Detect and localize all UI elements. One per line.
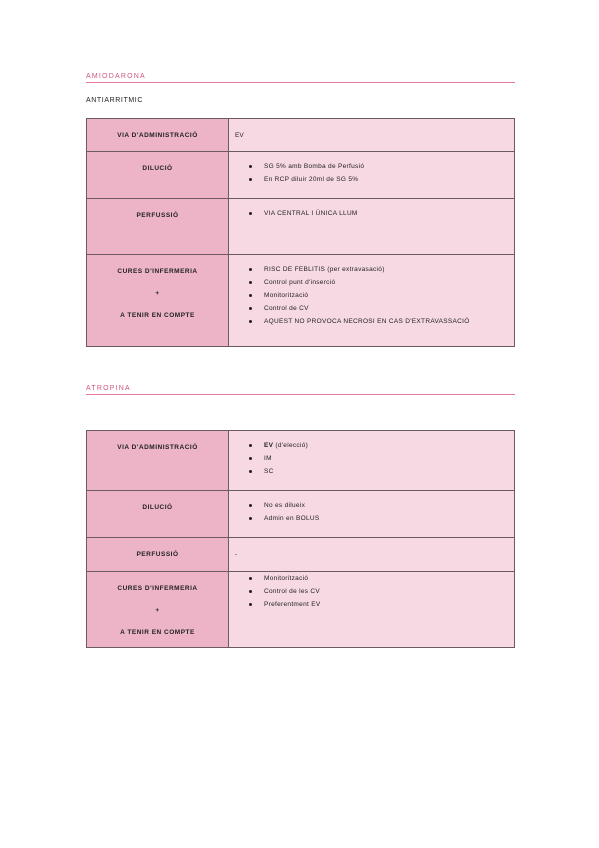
list-item: En RCP diluir 20ml de SG 5% [249, 173, 508, 186]
cures-label-line3: A TENIR EN COMPTE [120, 312, 195, 319]
list-item: Control punt d'inserció [249, 276, 508, 289]
list-item: Monitorització [249, 289, 508, 302]
list-item [249, 439, 508, 452]
via-label: VIA D'ADMINISTRACIÓ [87, 431, 229, 491]
dilucio-label: DILUCIÓ [87, 491, 229, 538]
row-cures [87, 572, 515, 648]
list-item: VIA CENTRAL I ÚNICA LLUM [249, 207, 508, 220]
cures-label-plus: + [155, 290, 160, 297]
perfusio-label: PERFUSSIÓ [87, 538, 229, 572]
row-perfusio [87, 538, 515, 572]
list-item: AQUEST NO PROVOCA NECROSI EN CAS D'EXTRAVASSACIÓ [249, 315, 508, 328]
dilucio-value [229, 152, 515, 199]
row-via [87, 119, 515, 152]
atropina-title: ATROPINA [86, 385, 515, 395]
cures-label-line1: CURES D'INFERMERIA [117, 268, 198, 275]
via-value: EV [229, 119, 515, 152]
amiodarona-subtitle: ANTIARRITMIC [86, 97, 143, 104]
perfusio-value: - [229, 538, 515, 572]
perfusio-value [229, 199, 515, 255]
perfusio-label: PERFUSSIÓ [87, 199, 229, 255]
list-item: No es dilueix [249, 499, 508, 512]
cures-label-plus: + [155, 607, 160, 614]
list-item: SG 5% amb Bomba de Perfusió [249, 160, 508, 173]
amiodarona-title: AMIODARONA [86, 73, 515, 83]
cures-label-line3: A TENIR EN COMPTE [120, 629, 195, 636]
row-via [87, 431, 515, 491]
list-item: IM [249, 452, 508, 465]
via-label: VIA D'ADMINISTRACIÓ [87, 119, 229, 152]
amiodarona-table [86, 118, 515, 347]
atropina-table [86, 430, 515, 648]
list-item: Control de les CV [249, 585, 508, 598]
cures-label-line1: CURES D'INFERMERIA [117, 585, 198, 592]
row-perfusio [87, 199, 515, 255]
row-cures [87, 255, 515, 347]
list-item: Monitorització [249, 572, 508, 585]
via-ev-bold: EV [264, 442, 274, 449]
list-item: Preferentment EV [249, 598, 508, 611]
list-item: RISC DE FEBLITIS (per extravasació) [249, 263, 508, 276]
list-item: SC [249, 465, 508, 478]
cures-value [229, 572, 515, 648]
list-item: Admin en BOLUS [249, 512, 508, 525]
cures-value [229, 255, 515, 347]
row-dilucio [87, 491, 515, 538]
row-dilucio [87, 152, 515, 199]
cures-label [87, 255, 229, 347]
list-item: Control de CV [249, 302, 508, 315]
dilucio-label: DILUCIÓ [87, 152, 229, 199]
via-ev-note: (d'elecció) [273, 442, 309, 449]
cures-label [87, 572, 229, 648]
dilucio-value [229, 491, 515, 538]
via-value [229, 431, 515, 491]
